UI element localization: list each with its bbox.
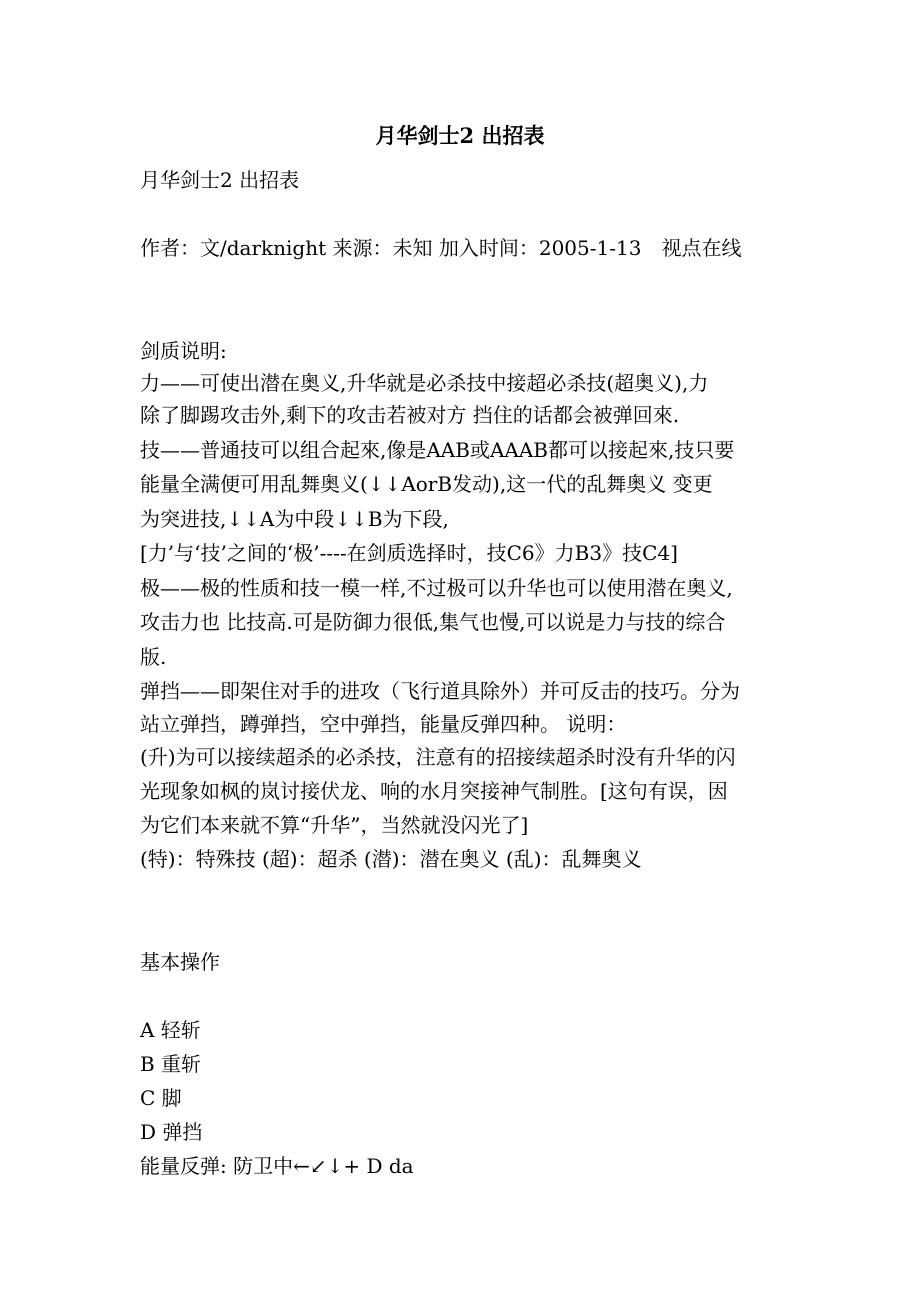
paragraph-line: 站立弹挡，蹲弹挡，空中弹挡，能量反弹四种。 说明： [140,712,627,736]
control-line: D 弹挡 [140,1120,203,1144]
paragraph-line: 力——可使出潜在奥义,升华就是必杀技中接超必杀技(超奥义),力 [140,371,709,395]
control-line: 能量反弹: 防卫中←↙↓+ D da [140,1154,414,1178]
document-title: 月华剑士2 出招表 [375,123,545,148]
control-line: C 脚 [140,1086,182,1110]
paragraph-line: 攻击力也 比技高.可是防御力很低,集气也慢,可以说是力与技的综合 [140,610,726,634]
paragraph-line: 弹挡——即架住对手的进攻（飞行道具除外）并可反击的技巧。分为 [140,679,740,703]
document-subtitle: 月华剑士2 出招表 [140,168,300,192]
control-line: B 重斩 [140,1052,202,1076]
meta-line: 作者：文/darknight 来源：未知 加入时间：2005-1-13 视点在线 [140,236,742,260]
paragraph-line: 光现象如枫的岚讨接伏龙、响的水月突接神气制胜。[这句有误，因 [140,779,728,803]
control-line: A 轻斩 [140,1018,201,1042]
paragraph-line: [力’与‘技’之间的‘极’----在剑质选择时，技C6》力B3》技C4] [140,541,678,565]
paragraph-line: 版. [140,645,167,669]
paragraph-line: 能量全满便可用乱舞奥义(↓↓AorB发动),这一代的乱舞奥义 变更 [140,472,713,496]
paragraph-line: 除了脚踢攻击外,剩下的攻击若被对方 挡住的话都会被弹回來. [140,403,680,427]
paragraph-line: 为突进技,↓↓A为中段↓↓B为下段, [140,507,449,531]
paragraph-line: 技——普通技可以组合起來,像是AAB或AAAB都可以接起來,技只要 [140,438,735,462]
section-heading-basic-controls: 基本操作 [140,950,220,974]
paragraph-line: (特)：特殊技 (超)：超杀 (潜)：潜在奥义 (乱)：乱舞奥义 [140,847,642,871]
paragraph-line: 为它们本来就不算“升华”，当然就没闪光了] [140,813,529,837]
paragraph-line: 极——极的性质和技一模一样,不过极可以升华也可以使用潜在奥义, [140,576,733,600]
paragraph-line: (升)为可以接续超杀的必杀技，注意有的招接续超杀时没有升华的闪 [140,745,736,769]
section-heading-sword-quality: 剑质说明: [140,339,227,363]
